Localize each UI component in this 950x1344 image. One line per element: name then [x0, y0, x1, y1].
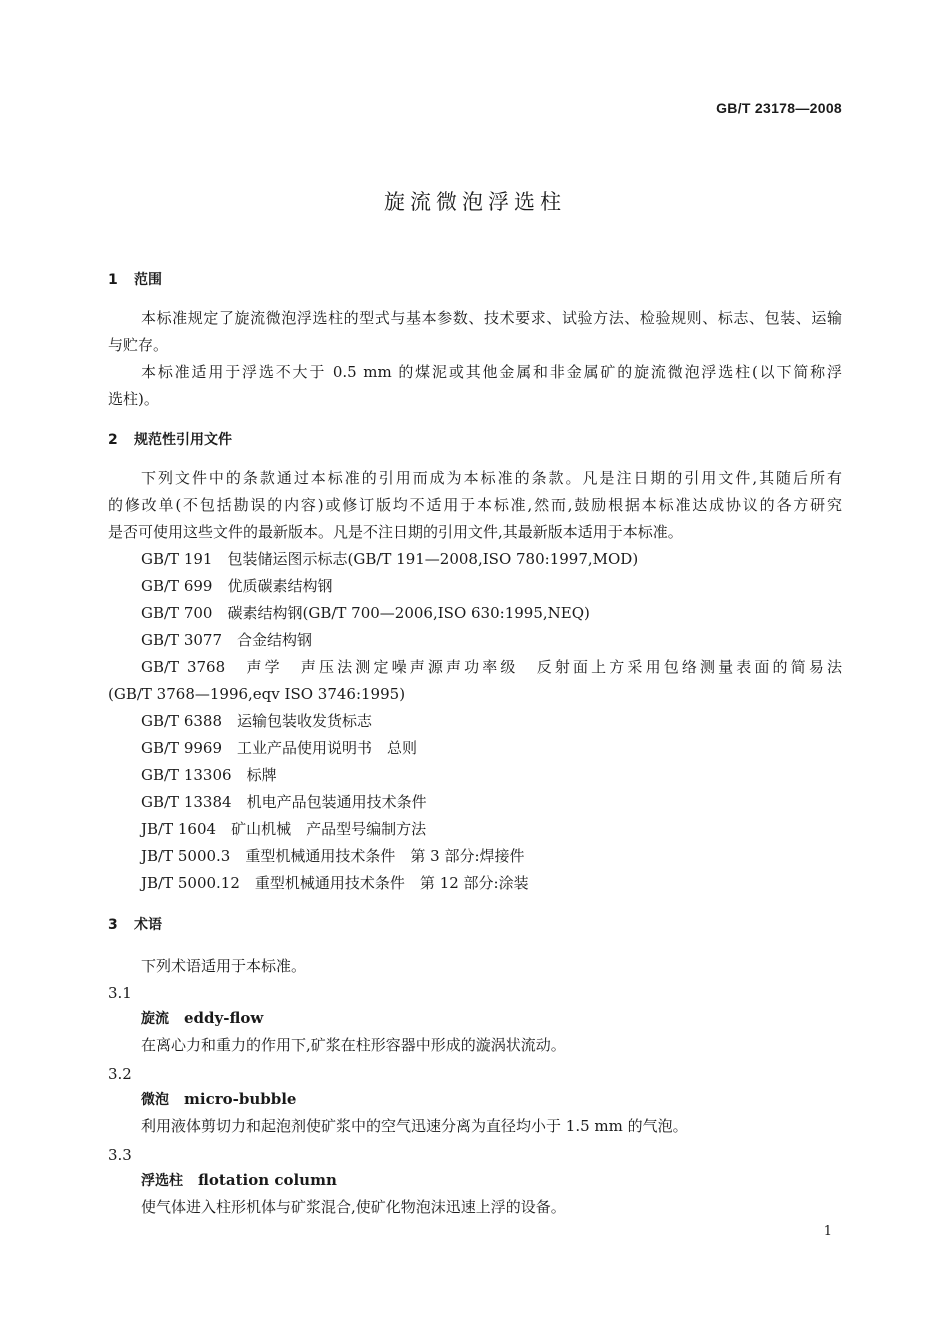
reference-title: 重型机械通用技术条件 第 3 部分:焊接件	[245, 847, 525, 865]
term-zh: 微泡	[141, 1092, 169, 1108]
standard-number: GB/T 23178—2008	[716, 100, 842, 116]
section-1-heading	[108, 270, 162, 290]
reference-code: GB/T 6388	[141, 712, 223, 730]
paragraph-line: 下列文件中的条款通过本标准的引用而成为本标准的条款。凡是注日期的引用文件,其随后所有	[141, 469, 842, 487]
term-number: 3.1	[108, 984, 132, 1002]
reference-item	[141, 549, 638, 569]
reference-code: JB/T 1604	[141, 820, 217, 838]
reference-code: JB/T 5000.3	[141, 847, 231, 865]
paragraph-line: 选柱)。	[108, 390, 159, 408]
reference-code: GB/T 699	[141, 577, 213, 595]
reference-item	[141, 711, 372, 731]
reference-code: GB/T 9969	[141, 739, 223, 757]
reference-item	[141, 792, 427, 812]
reference-title: 重型机械通用技术条件 第 12 部分:涂装	[254, 874, 529, 892]
term-heading	[141, 1008, 263, 1029]
reference-code: GB/T 13384	[141, 793, 232, 811]
reference-title: 标牌	[246, 766, 277, 784]
paragraph-line: 的修改单(不包括勘误的内容)或修订版均不适用于本标准,然而,鼓励根据本标准达成协议的各方研究	[108, 496, 842, 514]
paragraph-line: 与贮存。	[108, 336, 169, 354]
reference-title: 矿山机械 产品型号编制方法	[231, 820, 427, 838]
paragraph-line: 本标准适用于浮选不大于 0.5 mm 的煤泥或其他金属和非金属矿的旋流微泡浮选柱(以下简称浮	[141, 363, 842, 381]
reference-title: 运输包装收发货标志	[237, 712, 373, 730]
reference-title: 优质碳素结构钢	[227, 577, 333, 595]
section-number: 1	[108, 272, 118, 288]
term-definition: 利用液体剪切力和起泡剂使矿浆中的空气迅速分离为直径均小于 1.5 mm 的气泡。	[141, 1117, 688, 1135]
reference-title: (GB/T 3768—1996,eqv ISO 3746:1995)	[108, 685, 406, 703]
reference-item	[141, 603, 590, 623]
reference-item	[141, 819, 426, 839]
paragraph-line: 是否可使用这些文件的最新版本。凡是不注日期的引用文件,其最新版本适用于本标准。	[108, 523, 683, 541]
reference-code: GB/T 191	[141, 550, 213, 568]
term-number: 3.3	[108, 1146, 132, 1164]
reference-item	[141, 576, 333, 596]
term-en: eddy-flow	[184, 1009, 264, 1027]
section-3-heading	[108, 915, 162, 935]
reference-title: 机电产品包装通用技术条件	[246, 793, 427, 811]
reference-title: 工业产品使用说明书 总则	[237, 739, 418, 757]
document-title: 旋流微泡浮选柱	[384, 190, 566, 214]
reference-code: GB/T 3768	[141, 658, 226, 676]
reference-title: 合金结构钢	[237, 631, 313, 649]
term-definition: 使气体进入柱形机体与矿浆混合,使矿化物泡沫迅速上浮的设备。	[141, 1198, 566, 1216]
term-heading	[141, 1170, 337, 1191]
paragraph-line: 本标准规定了旋流微泡浮选柱的型式与基本参数、技术要求、试验方法、检验规则、标志、包装、运输	[141, 309, 842, 327]
reference-item	[141, 657, 842, 677]
term-zh: 浮选柱	[141, 1173, 183, 1189]
reference-code: GB/T 13306	[141, 766, 232, 784]
term-definition: 在离心力和重力的作用下,矿浆在柱形容器中形成的漩涡状流动。	[141, 1036, 566, 1054]
reference-item	[141, 846, 525, 866]
section-2-heading	[108, 430, 232, 450]
reference-title: 碳素结构钢(GB/T 700—2006,ISO 630:1995,NEQ)	[227, 604, 590, 622]
reference-item	[141, 630, 312, 650]
reference-item	[141, 738, 417, 758]
term-en: flotation column	[198, 1171, 337, 1189]
term-heading	[141, 1089, 296, 1110]
section-title: 范围	[134, 272, 162, 288]
term-en: micro-bubble	[184, 1090, 297, 1108]
term-zh: 旋流	[141, 1011, 169, 1027]
section-number: 2	[108, 432, 118, 448]
reference-item	[141, 765, 277, 785]
reference-code: GB/T 700	[141, 604, 213, 622]
reference-title: 包装储运图示标志(GB/T 191—2008,ISO 780:1997,MOD)	[227, 550, 639, 568]
reference-title: 声学 声压法测定噪声源声功率级 反射面上方采用包络测量表面的简易法	[246, 658, 842, 676]
reference-item	[108, 684, 405, 704]
reference-code: JB/T 5000.12	[141, 874, 240, 892]
terms-intro: 下列术语适用于本标准。	[141, 957, 307, 975]
section-title: 规范性引用文件	[134, 432, 232, 448]
reference-code: GB/T 3077	[141, 631, 223, 649]
page-number: 1	[823, 1224, 832, 1239]
term-number: 3.2	[108, 1065, 132, 1083]
section-number: 3	[108, 917, 118, 933]
section-title: 术语	[134, 917, 162, 933]
reference-item	[141, 873, 529, 893]
